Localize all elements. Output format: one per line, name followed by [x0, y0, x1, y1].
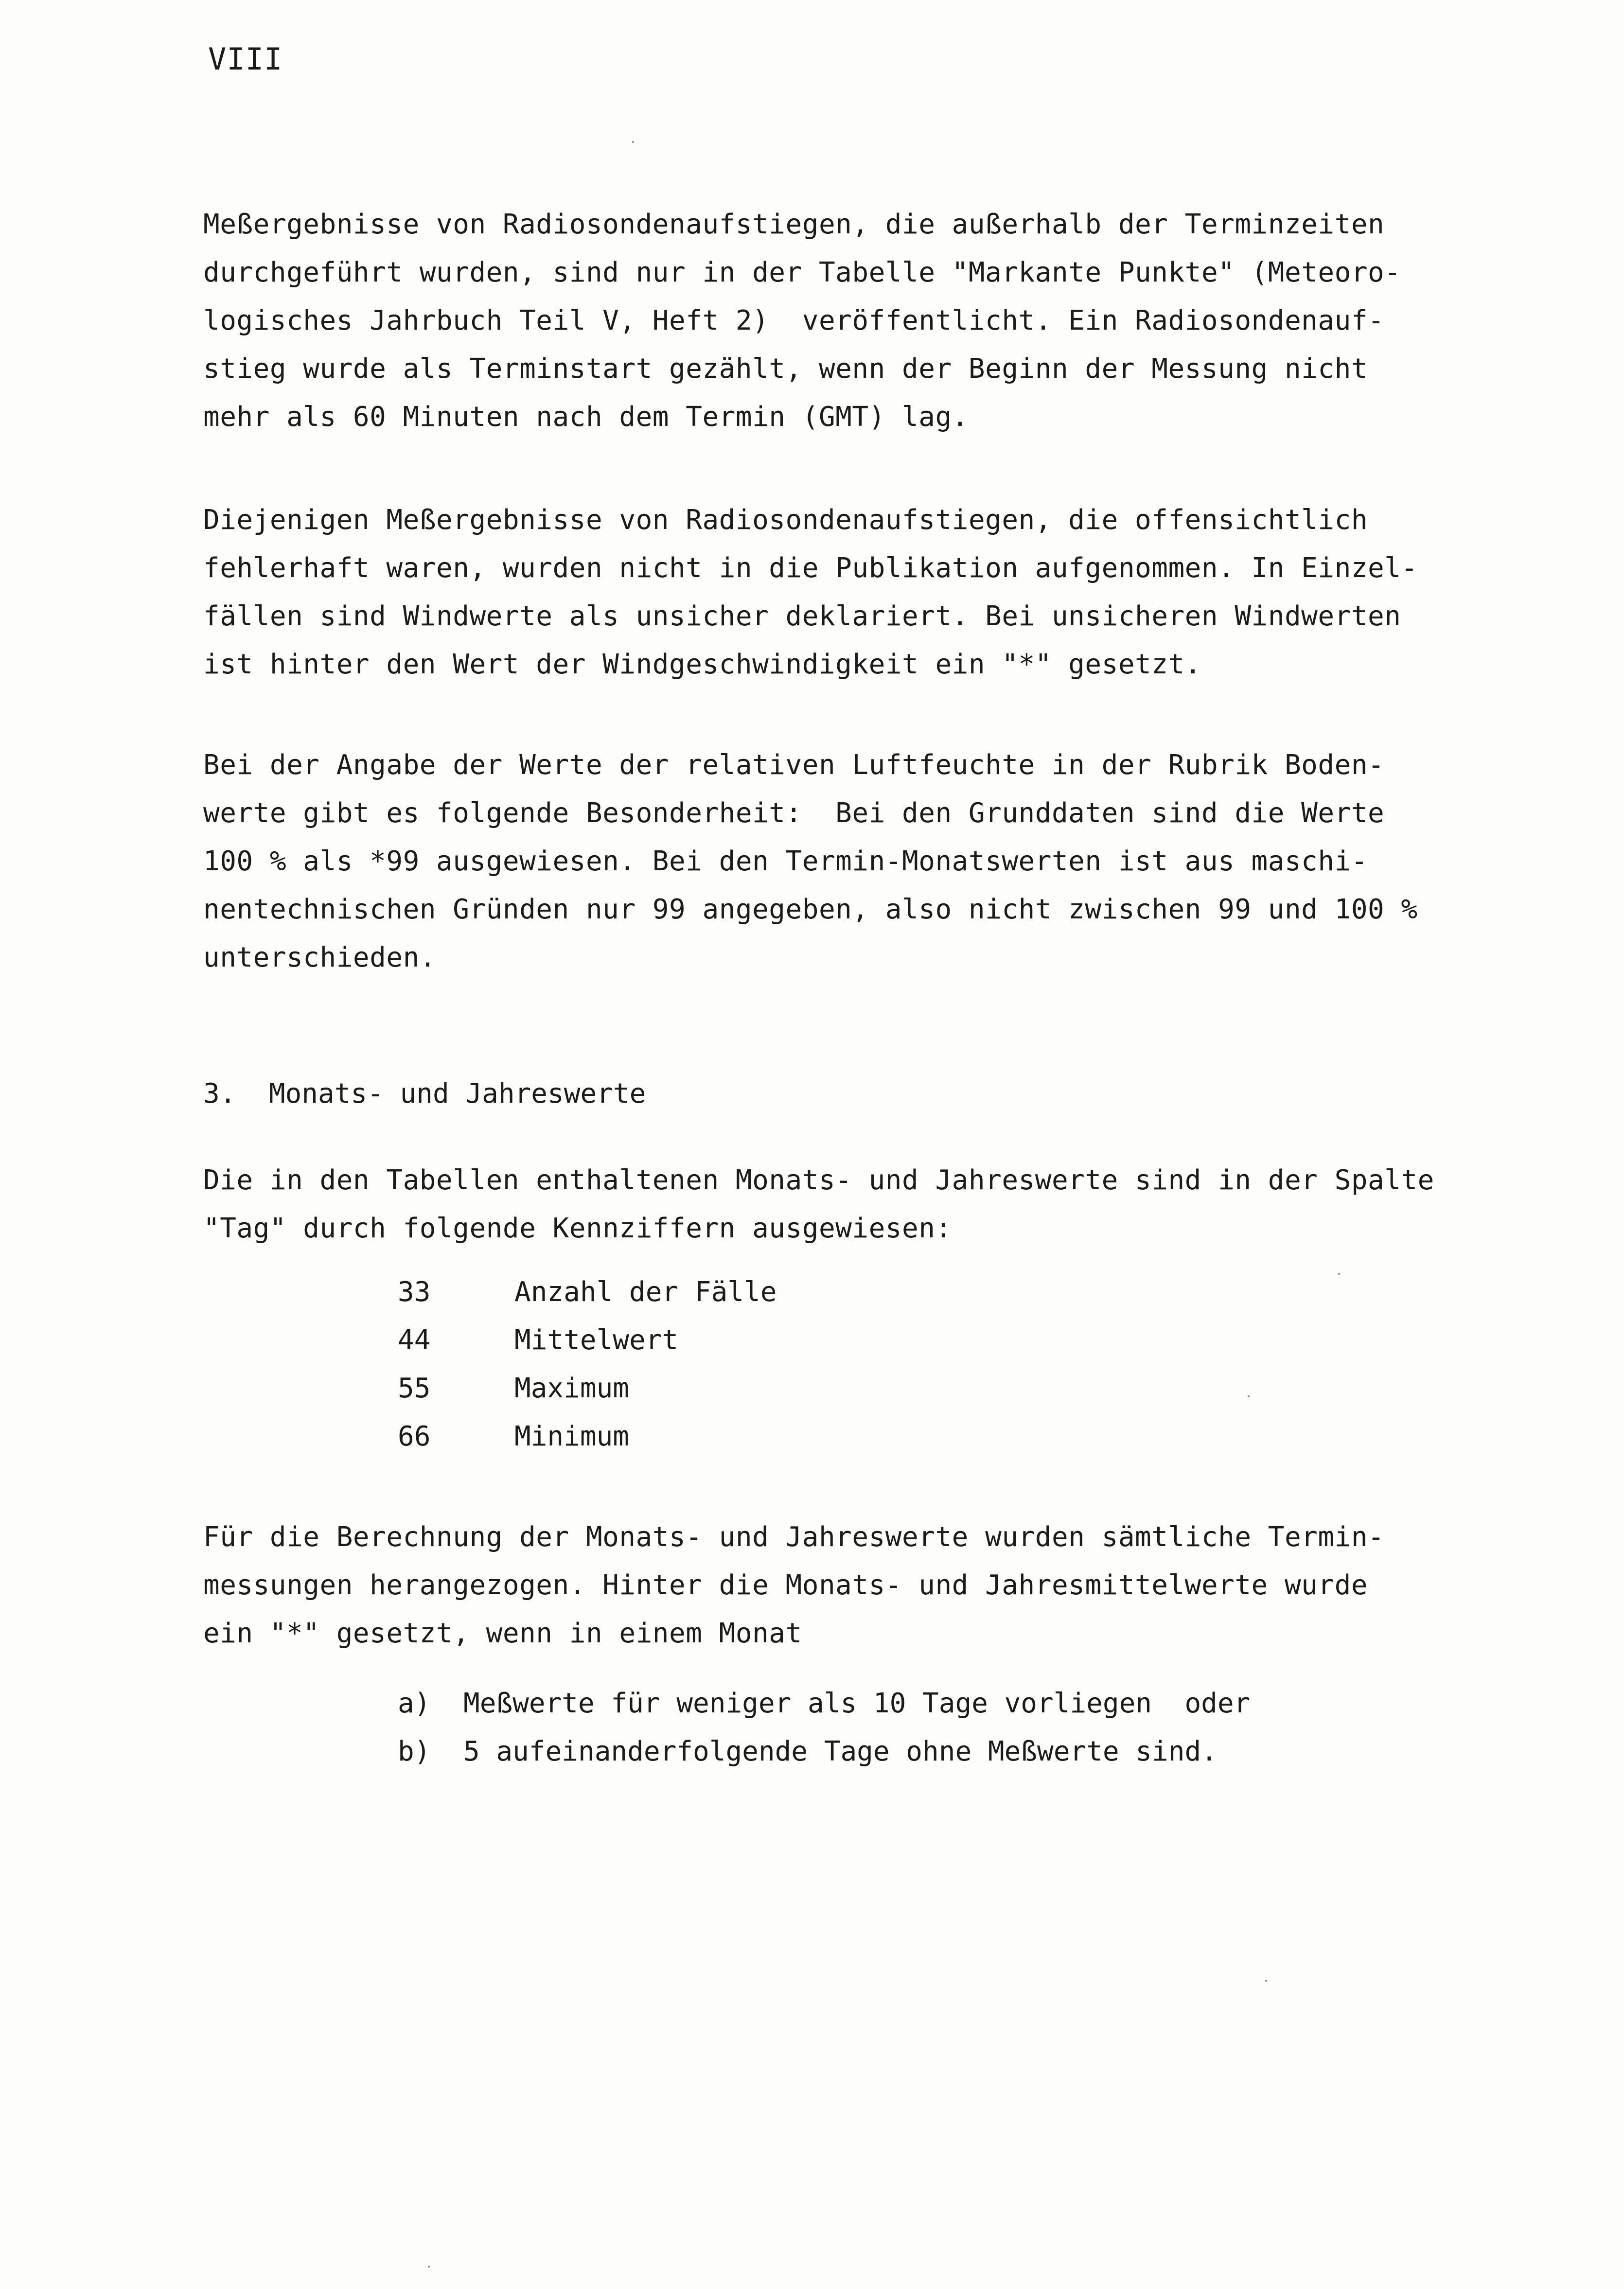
text-line: fehlerhaft waren, wurden nicht in die Publikation aufgenommen. In Einzel-: [203, 552, 1418, 584]
code-number: 44: [398, 1324, 431, 1356]
code-meaning: Anzahl der Fälle: [514, 1276, 777, 1308]
code-meaning: Mittelwert: [514, 1324, 679, 1356]
text-line: nentechnischen Gründen nur 99 angegeben, also nicht zwischen 99 und 100 %: [203, 894, 1418, 925]
text-line: messungen herangezogen. Hinter die Monats- und Jahresmittelwerte wurde: [203, 1569, 1368, 1601]
text-line: mehr als 60 Minuten nach dem Termin (GMT) lag.: [203, 401, 969, 433]
text-line: unterschieden.: [203, 942, 437, 973]
condition-item: [398, 1679, 1250, 1727]
code-list: [398, 1268, 777, 1461]
code-number: 66: [398, 1421, 431, 1452]
scan-speck: [428, 2266, 430, 2268]
scan-speck: [1265, 1980, 1267, 1982]
code-row: [398, 1316, 777, 1364]
text-line: werte gibt es folgende Besonderheit: Bei den Grunddaten sind die Werte: [203, 797, 1385, 829]
code-meaning: Minimum: [514, 1421, 630, 1452]
paragraph-calculation: [203, 1513, 1448, 1657]
paragraph-monthly-annual-intro: [203, 1156, 1448, 1252]
condition-letter: a): [398, 1688, 431, 1719]
text-line: Bei der Angabe der Werte der relativen Luftfeuchte in der Rubrik Boden-: [203, 749, 1385, 781]
text-line: fällen sind Windwerte als unsicher deklariert. Bei unsicheren Windwerten: [203, 600, 1401, 632]
condition-item: [398, 1727, 1250, 1776]
text-line: logisches Jahrbuch Teil V, Heft 2) veröffentlicht. Ein Radiosondenauf-: [203, 305, 1385, 336]
code-number: 33: [398, 1276, 431, 1308]
text-line: ist hinter den Wert der Windgeschwindigkeit ein "*" gesetzt.: [203, 649, 1201, 680]
text-line: 100 % als *99 ausgewiesen. Bei den Termin-Monatswerten ist aus maschi-: [203, 845, 1368, 877]
code-row: [398, 1364, 777, 1412]
text-line: durchgeführt wurden, sind nur in der Tabelle "Markante Punkte" (Meteoro-: [203, 257, 1401, 288]
text-line: ein "*" gesetzt, wenn in einem Monat: [203, 1618, 802, 1649]
condition-text: 5 aufeinanderfolgende Tage ohne Meßwerte sind.: [463, 1736, 1218, 1767]
condition-list: [398, 1679, 1250, 1776]
text-line: Meßergebnisse von Radiosondenaufstiegen, die außerhalb der Terminzeiten: [203, 209, 1385, 240]
paragraph-radiosonde-out-of-schedule: [203, 200, 1448, 441]
text-line: "Tag" durch folgende Kennziffern ausgewiesen:: [203, 1213, 952, 1244]
section-heading: 3. Monats- und Jahreswerte: [203, 1078, 646, 1109]
scan-speck: [1338, 1273, 1340, 1275]
code-row: [398, 1268, 777, 1316]
text-line: stieg wurde als Terminstart gezählt, wenn der Beginn der Messung nicht: [203, 353, 1368, 385]
scan-speck: [1248, 1395, 1250, 1397]
paragraph-faulty-results: [203, 496, 1448, 688]
text-line: Für die Berechnung der Monats- und Jahreswerte wurden sämtliche Termin-: [203, 1521, 1385, 1553]
code-number: 55: [398, 1373, 431, 1404]
text-line: Die in den Tabellen enthaltenen Monats- und Jahreswerte sind in der Spalte: [203, 1164, 1434, 1196]
condition-letter: b): [398, 1736, 431, 1767]
code-row: [398, 1412, 777, 1461]
text-line: Diejenigen Meßergebnisse von Radiosondenaufstiegen, die offensichtlich: [203, 504, 1368, 536]
code-meaning: Maximum: [514, 1373, 630, 1404]
condition-text: Meßwerte für weniger als 10 Tage vorliegen oder: [463, 1688, 1251, 1719]
page-number: VIII: [208, 41, 283, 77]
paragraph-relative-humidity: [203, 741, 1448, 982]
scan-speck: [632, 141, 634, 143]
